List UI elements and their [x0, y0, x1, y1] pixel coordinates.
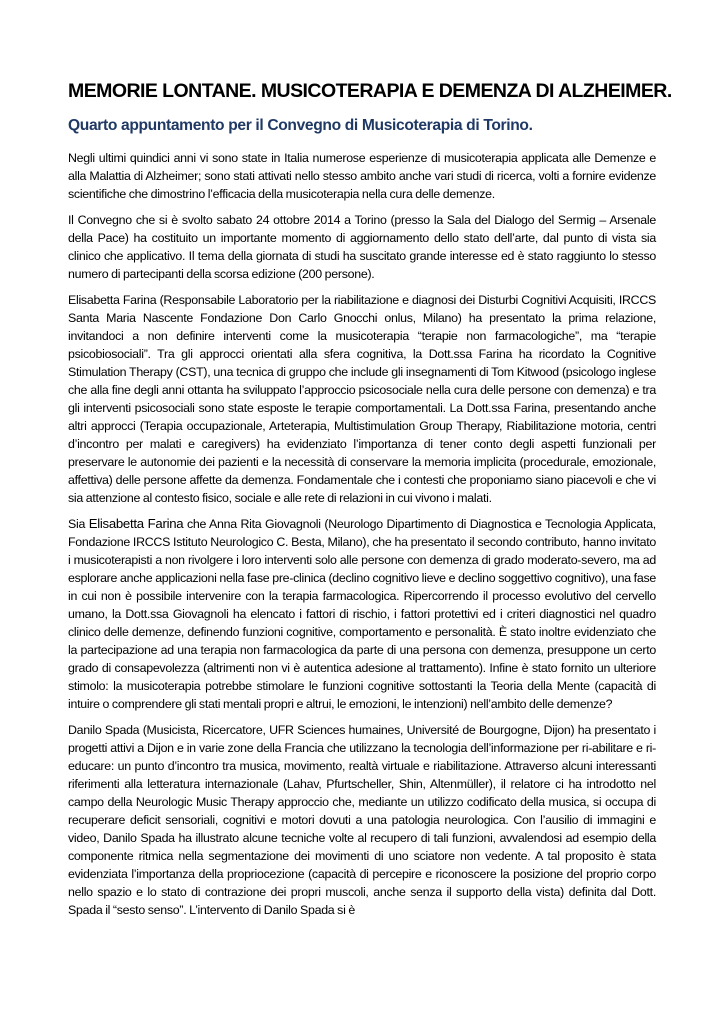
paragraph-intro: Negli ultimi quindici anni vi sono state in Italia numerose esperienze di musicoterapia applicata alle Demenze e alla Malattia di Alzheimer; sono stati attivati nello stesso ambito anche vari studi di ricerca, volti a fornire evidenze scientifiche che dimostrino l’efficacia della musicoterapia nella cura delle demenze.: [68, 151, 656, 201]
speaker-name: Elisabetta Farina: [88, 516, 184, 531]
document-page: [68, 78, 672, 927]
document-subtitle: Quarto appuntamento per il Convegno di Musicoterapia di Torino.: [68, 117, 533, 134]
paragraph-spada: Danilo Spada (Musicista, Ricercatore, UFR Sciences humaines, Université de Bourgogne, Dijon) ha presentato i progetti attivi a Dijon e in varie zone della Francia che utilizzano la tecnologia dell’informazione per ri-abilitare e ri-educare: un punto d’incontro tra musica, movimento, realtà virtuale e riabilitazione. Attraverso alcuni interessanti riferimenti alla letteratura internazionale (Lahav, Pfurtscheller, Shin, Altenmüller), il relatore ci ha introdotto nel campo della Neurologic Music Therapy approccio che, mediante un utilizzo codificato della musica, si occupa di recuperare deficit sensoriali, cognitivi e motori dovuti a una patologia neurologica. Con l’ausilio di immagini e video, Danilo Spada ha illustrato alcune tecniche volte al recupero di tali funzioni, avvalendosi ad esempio della componente ritmica nella segmentazione dei movimenti di uno sciatore non vedente. A tal proposito è stata evidenziata l’importanza della propriocezione (capacità di percepire e riconoscere la posizione del proprio corpo nello spazio e lo stato di contrazione dei propri muscoli, anche senza il supporto della vista) definita dal Dott. Spada il “sesto senso”. L’intervento di Danilo Spada si è: [68, 723, 656, 917]
paragraph-giovagnoli-body: che Anna Rita Giovagnoli (Neurologo Dipartimento di Diagnostica e Tecnologia Applicata, Fondazione IRCCS Istituto Neurologico C. Besta, Milano), che ha presentato il secondo contributo, hanno invitato i musicoterapisti a non rivolgere i loro interventi solo alle persone con demenza di grado moderato-severo, ma ad esplorare anche applicazioni nella fase pre-clinica (declino cognitivo lieve e declino soggettivo cognitivo), una fase in cui non è possibile intervenire con la terapia farmacologica. Ripercorrendo il processo evolutivo del cervello umano, la Dott.ssa Giovagnoli ha elencato i fattori di rischio, i fattori protettivi ed i criteri diagnostici nel quadro clinico delle demenze, definendo funzioni cognitive, comportamento e personalità. È stato inoltre evidenziato che la partecipazione ad una terapia non farmacologica da parte di una persona con demenza, presuppone un certo grado di consapevolezza (altrimenti non vi è autentica adesione al trattamento). Infine è stato fornito un ulteriore stimolo: la musicoterapia potrebbe stimolare le funzioni cognitive sottostanti la Teoria della Mente (capacità di intuire o comprendere gli stati mentali propri e altrui, le emozioni, le intenzioni) nell’ambito delle demenze?: [68, 517, 656, 711]
paragraph-farina: Elisabetta Farina (Responsabile Laboratorio per la riabilitazione e diagnosi dei Disturbi Cognitivi Acquisiti, IRCCS Santa Maria Nascente Fondazione Don Carlo Gnocchi onlus, Milano) ha presentato la prima relazione, invitandoci a non definire interventi come la musicoterapia “terapie non farmacologiche”, ma “terapie psicobiosociali”. Tra gli approcci orientati alla sfera cognitiva, la Dott.ssa Farina ha ricordato la Cognitive Stimulation Therapy (CST), una tecnica di gruppo che include gli insegnamenti di Tom Kitwood (psicologo inglese che alla fine degli anni ottanta ha sviluppato l’approccio psicosociale nella cura delle persone con demenza) e tra gli interventi psicosociali sono state esposte le terapie comportamentali. La Dott.ssa Farina, presentando anche altri approcci (Terapia occupazionale, Arteterapia, Multistimulation Group Therapy, Riabilitazione motoria, centri d’incontro per malati e caregivers) ha evidenziato l’importanza di tener conto degli aspetti funzionali per preservare le autonomie dei pazienti e la necessità di conservare la memoria implicita (procedurale, emozionale, affettiva) delle persone affette da demenza. Fondamentale che i contesti che proponiamo siano piacevoli e che vi sia attenzione al contesto fisico, sociale e alle rete di relazioni in cui vivono i malati.: [68, 293, 656, 505]
paragraph-convegno: Il Convegno che si è svolto sabato 24 ottobre 2014 a Torino (presso la Sala del Dialogo del Sermig – Arsenale della Pace) ha costituito un importante momento di aggiornamento dello stato dell’arte, dal punto di vista sia clinico che applicativo. Il tema della giornata di studi ha suscitato grande interesse ed è stato raggiunto lo stesso numero di partecipanti della scorsa edizione (200 persone).: [68, 213, 656, 281]
paragraph-giovagnoli: [68, 515, 656, 713]
document-title: MEMORIE LONTANE. MUSICOTERAPIA E DEMENZA DI ALZHEIMER.: [68, 80, 672, 102]
paragraph-giovagnoli-prefix: Sia: [68, 517, 89, 531]
